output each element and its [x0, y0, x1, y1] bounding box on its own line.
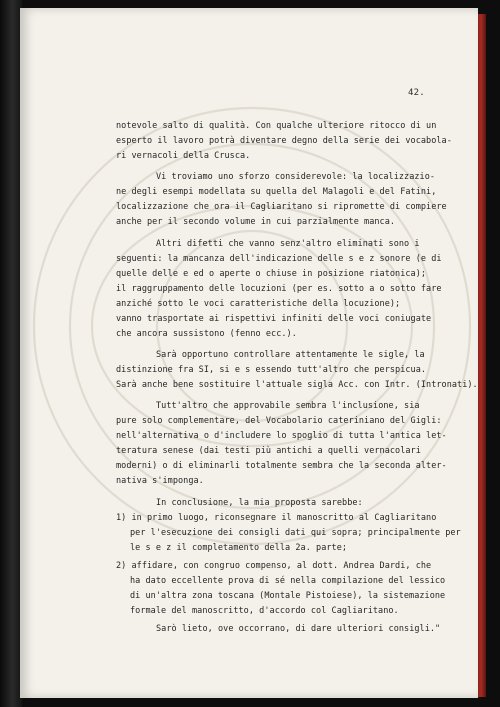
book-binding: [0, 0, 22, 707]
text-line: nativa s'imponga.: [116, 476, 204, 486]
text-line: distinzione fra SI, si e s essendo tutt'altro che perspicua.: [116, 365, 427, 375]
text-line: esperto il lavoro potrà diventare degno della serie dei vocabola-: [116, 136, 452, 146]
text-line: ri vernacoli della Crusca.: [116, 151, 251, 161]
text-line: Tutt'altro che approvabile sembra l'inclusione, sia: [156, 401, 420, 411]
text-line: Sarà anche bene sostituire l'attuale sigla Acc. con Intr. (Intronati).: [116, 380, 478, 390]
text-line: anche per il secondo volume in cui parzialmente manca.: [116, 217, 396, 227]
text-line: pure solo complementare, del Vocabolario cateriniano del Gigli:: [116, 416, 442, 426]
text-line: teratura senese (dai testi più antichi a quelli vernacolari: [116, 446, 421, 456]
text-line: Vi troviamo uno sforzo considerevole: la localizzazio-: [156, 172, 436, 182]
text-line: In conclusione, la mia proposta sarebbe:: [156, 498, 363, 508]
text-line: localizzazione che ora il Cagliaritano si ripromette di compiere: [116, 202, 447, 212]
text-line: Sarà opportuno controllare attentamente le sigle, la: [156, 350, 425, 360]
text-line: ha dato eccellente prova di sé nella compilazione del lessico: [130, 576, 446, 586]
text-line: seguenti: la mancanza dell'indicazione delle s e z sonore (e di: [116, 254, 442, 264]
text-line: quelle delle e ed o aperte o chiuse in posizione riatonica);: [116, 269, 427, 279]
text-line: Sarò lieto, ove occorrano, di dare ulteriori consigli.": [156, 624, 441, 634]
page-number: 42.: [408, 88, 425, 98]
text-line: moderni) o di eliminarli totalmente sembra che la seconda alter-: [116, 461, 447, 471]
text-line: di un'altra zona toscana (Montale Pistoiese), la sistemazione: [130, 591, 446, 601]
text-line: il raggruppamento delle locuzioni (per es. sotto a o sotto fare: [116, 284, 442, 294]
text-line: ne degli esempi modellata su quella del Malagoli e del Fatini,: [116, 187, 437, 197]
text-line: nell'alternativa o d'includere lo spoglio di tutta l'antica let-: [116, 431, 447, 441]
text-line: formale del manoscritto, d'accordo col Cagliaritano.: [130, 606, 399, 616]
text-line: per l'esecuzione dei consigli dati qui sopra; principalmente per: [130, 528, 461, 538]
text-line: 2) affidare, con congruo compenso, al dott. Andrea Dardi, che: [116, 561, 432, 571]
text-line: notevole salto di qualità. Con qualche ulteriore ritocco di un: [116, 121, 437, 131]
text-line: 1) in primo luogo, riconsegnare il manoscritto al Cagliaritano: [116, 513, 437, 523]
text-line: le s e z il completamento della 2a. parte;: [130, 543, 348, 553]
text-line: vanno trasportate ai rispettivi infiniti delle voci coniugate: [116, 314, 432, 324]
text-line: anziché sotto le voci caratteristiche della locuzione);: [116, 299, 401, 309]
text-line: che ancora sussistono (fenno ecc.).: [116, 329, 297, 339]
text-line: Altri difetti che vanno senz'altro eliminati sono i: [156, 239, 420, 249]
document-page: [20, 8, 478, 698]
